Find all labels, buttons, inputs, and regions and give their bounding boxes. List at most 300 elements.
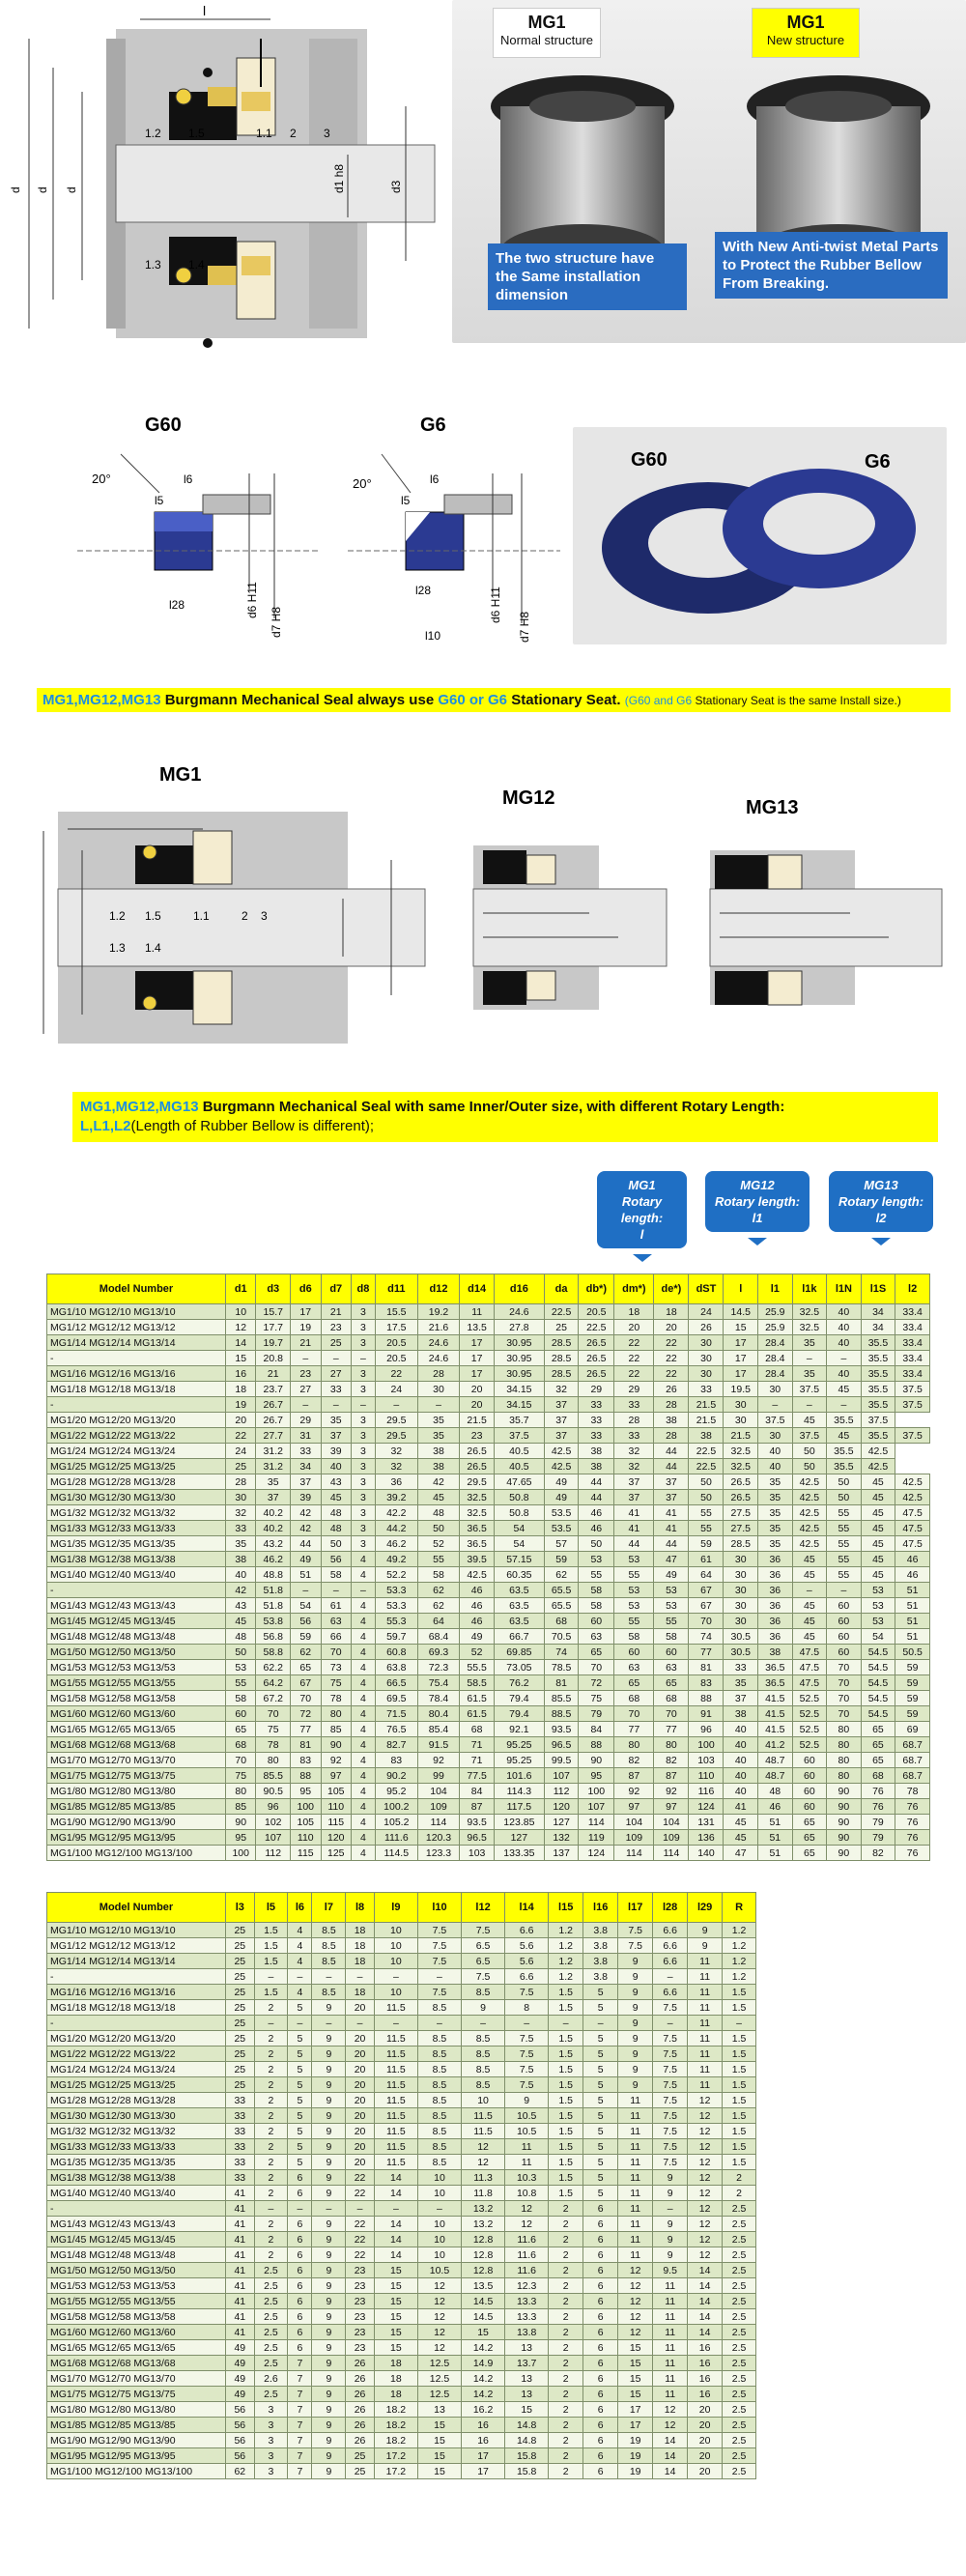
column-header: l1 bbox=[758, 1274, 793, 1304]
value-cell: 14 bbox=[374, 2217, 417, 2232]
value-cell: – bbox=[288, 2016, 312, 2031]
model-cell: MG1/45 MG12/45 MG13/45 bbox=[47, 1614, 226, 1629]
value-cell: 42 bbox=[291, 1505, 321, 1521]
value-cell: – bbox=[374, 1969, 417, 1985]
value-cell: – bbox=[827, 1583, 862, 1598]
model-cell: MG1/25 MG12/25 MG13/25 bbox=[47, 1459, 226, 1474]
value-cell: 2 bbox=[549, 2278, 583, 2294]
value-cell: 33 bbox=[226, 2093, 255, 2108]
value-cell: 9 bbox=[618, 2000, 653, 2016]
value-cell: 140 bbox=[689, 1846, 724, 1861]
value-cell: 18 bbox=[614, 1304, 654, 1320]
value-cell: 63 bbox=[579, 1629, 614, 1645]
value-cell: 26.7 bbox=[256, 1413, 291, 1428]
value-cell: 76 bbox=[895, 1846, 930, 1861]
table-row bbox=[47, 1923, 756, 1938]
value-cell: 133.35 bbox=[494, 1846, 544, 1861]
value-cell: 7 bbox=[288, 2433, 312, 2448]
value-cell: 21.5 bbox=[724, 1428, 758, 1444]
value-cell: 68.4 bbox=[417, 1629, 460, 1645]
value-cell: 44 bbox=[614, 1536, 654, 1552]
value-cell: 1.5 bbox=[723, 2108, 756, 2124]
value-cell: 32 bbox=[614, 1459, 654, 1474]
value-cell: 11.5 bbox=[462, 2108, 505, 2124]
value-cell: 14 bbox=[688, 2263, 723, 2278]
value-cell: 6.6 bbox=[653, 1954, 688, 1969]
value-cell: 9 bbox=[312, 2031, 346, 2046]
table-row bbox=[47, 2201, 756, 2217]
model-cell: MG1/20 MG12/20 MG13/20 bbox=[47, 2031, 226, 2046]
value-cell: – bbox=[827, 1351, 862, 1366]
bubble-model: MG13 bbox=[864, 1178, 898, 1192]
value-cell: 100 bbox=[291, 1799, 321, 1815]
value-cell: 42.5 bbox=[792, 1505, 827, 1521]
table-row bbox=[47, 2016, 756, 2031]
value-cell: 10 bbox=[417, 2186, 461, 2201]
value-cell: 16 bbox=[226, 1366, 256, 1382]
value-cell: 10 bbox=[374, 1954, 417, 1969]
value-cell: 52.5 bbox=[792, 1706, 827, 1722]
svg-text:d3: d3 bbox=[389, 180, 403, 193]
value-cell: 40 bbox=[724, 1784, 758, 1799]
value-cell: 35 bbox=[226, 1536, 256, 1552]
value-cell: 4 bbox=[352, 1768, 376, 1784]
value-cell: 11 bbox=[688, 2016, 723, 2031]
value-cell: 2 bbox=[254, 2217, 288, 2232]
model-cell: MG1/95 MG12/95 MG13/95 bbox=[47, 1830, 226, 1846]
value-cell: 20 bbox=[654, 1320, 689, 1335]
value-cell: 46 bbox=[460, 1598, 495, 1614]
value-cell: 90 bbox=[827, 1815, 862, 1830]
rotary-length-caption bbox=[72, 1092, 938, 1142]
value-cell: 39.2 bbox=[375, 1490, 417, 1505]
value-cell: 7 bbox=[288, 2464, 312, 2479]
value-cell: 114 bbox=[654, 1846, 689, 1861]
value-cell: 9 bbox=[312, 2278, 346, 2294]
svg-text:d7 H8: d7 H8 bbox=[518, 611, 531, 643]
value-cell: 19 bbox=[618, 2433, 653, 2448]
value-cell: 59 bbox=[689, 1536, 724, 1552]
value-cell: 29 bbox=[579, 1382, 614, 1397]
value-cell: 17 bbox=[291, 1304, 321, 1320]
column-header: de*) bbox=[654, 1274, 689, 1304]
value-cell: 18 bbox=[374, 2356, 417, 2371]
value-cell: 44 bbox=[291, 1536, 321, 1552]
value-cell: 46.2 bbox=[256, 1552, 291, 1567]
value-cell: 36.5 bbox=[460, 1536, 495, 1552]
value-cell: 60 bbox=[827, 1629, 862, 1645]
value-cell: 42.5 bbox=[895, 1474, 930, 1490]
value-cell: 29 bbox=[291, 1413, 321, 1428]
seat-drawings bbox=[0, 415, 570, 652]
value-cell: 93.5 bbox=[460, 1815, 495, 1830]
value-cell: 34 bbox=[861, 1304, 895, 1320]
value-cell: 61.5 bbox=[460, 1691, 495, 1706]
value-cell: 58 bbox=[417, 1567, 460, 1583]
value-cell: 90 bbox=[321, 1737, 351, 1753]
value-cell: 85.5 bbox=[544, 1691, 579, 1706]
value-cell: 63 bbox=[654, 1660, 689, 1675]
value-cell: 32.5 bbox=[792, 1320, 827, 1335]
value-cell: 2.5 bbox=[723, 2418, 756, 2433]
value-cell: 11 bbox=[688, 2000, 723, 2016]
table-row bbox=[47, 1397, 930, 1413]
value-cell: 51 bbox=[758, 1846, 793, 1861]
value-cell: 65 bbox=[226, 1722, 256, 1737]
value-cell: 3 bbox=[254, 2433, 288, 2448]
value-cell: 3 bbox=[352, 1335, 376, 1351]
value-cell: 7.5 bbox=[653, 2077, 688, 2093]
value-cell: 60 bbox=[614, 1645, 654, 1660]
value-cell: 6 bbox=[583, 2402, 618, 2418]
value-cell: 5 bbox=[583, 2124, 618, 2139]
value-cell: 25 bbox=[226, 1459, 256, 1474]
value-cell: 74 bbox=[689, 1629, 724, 1645]
value-cell: 35.5 bbox=[861, 1351, 895, 1366]
value-cell: 119 bbox=[579, 1830, 614, 1846]
value-cell: – bbox=[312, 2201, 346, 2217]
value-cell: 40 bbox=[226, 1567, 256, 1583]
value-cell: 9 bbox=[618, 2031, 653, 2046]
value-cell: 15 bbox=[374, 2309, 417, 2325]
seat-caption-note-hl: (G60 and G6 bbox=[624, 694, 693, 707]
model-cell: MG1/70 MG12/70 MG13/70 bbox=[47, 2371, 226, 2387]
value-cell: 14 bbox=[653, 2464, 688, 2479]
value-cell: 20 bbox=[688, 2464, 723, 2479]
seat-caption-note: Stationary Seat is the same Install size.) bbox=[692, 694, 901, 707]
table-row bbox=[47, 1938, 756, 1954]
value-cell: 47.5 bbox=[895, 1505, 930, 1521]
value-cell: 15 bbox=[417, 2464, 461, 2479]
value-cell: 35.5 bbox=[861, 1397, 895, 1413]
value-cell: 25 bbox=[346, 2448, 375, 2464]
value-cell: 19 bbox=[226, 1397, 256, 1413]
value-cell: 19 bbox=[618, 2464, 653, 2479]
value-cell: 64 bbox=[417, 1614, 460, 1629]
value-cell: 22 bbox=[614, 1351, 654, 1366]
value-cell: 73 bbox=[321, 1660, 351, 1675]
value-cell: – bbox=[653, 2201, 688, 2217]
value-cell: 7.5 bbox=[505, 2077, 549, 2093]
value-cell: 11.5 bbox=[374, 2077, 417, 2093]
value-cell: 9 bbox=[312, 2294, 346, 2309]
model-cell: MG1/14 MG12/14 MG13/14 bbox=[47, 1335, 226, 1351]
value-cell: 42.5 bbox=[895, 1490, 930, 1505]
value-cell: 18.2 bbox=[374, 2418, 417, 2433]
value-cell: 2 bbox=[254, 2247, 288, 2263]
value-cell: 45 bbox=[792, 1552, 827, 1567]
value-cell: 55 bbox=[579, 1567, 614, 1583]
value-cell: 76 bbox=[895, 1815, 930, 1830]
value-cell: 17 bbox=[724, 1351, 758, 1366]
value-cell: 46 bbox=[460, 1614, 495, 1629]
value-cell: 4 bbox=[352, 1784, 376, 1799]
value-cell: 23 bbox=[460, 1428, 495, 1444]
value-cell: 101.6 bbox=[494, 1768, 544, 1784]
value-cell: 15 bbox=[724, 1320, 758, 1335]
value-cell: 3 bbox=[254, 2448, 288, 2464]
value-cell: 1.5 bbox=[549, 2186, 583, 2201]
value-cell: 47.5 bbox=[792, 1645, 827, 1660]
value-cell: 1.2 bbox=[723, 1954, 756, 1969]
value-cell: 96.5 bbox=[460, 1830, 495, 1846]
value-cell: 2.5 bbox=[723, 2247, 756, 2263]
value-cell: 28.5 bbox=[724, 1536, 758, 1552]
value-cell: 22 bbox=[346, 2247, 375, 2263]
value-cell: 46 bbox=[579, 1505, 614, 1521]
value-cell: 7.5 bbox=[505, 1985, 549, 2000]
value-cell: 28.4 bbox=[758, 1351, 793, 1366]
value-cell: 103 bbox=[689, 1753, 724, 1768]
bubble-model: MG1 bbox=[628, 1178, 656, 1192]
value-cell: 48 bbox=[758, 1784, 793, 1799]
value-cell: 11 bbox=[618, 2247, 653, 2263]
value-cell: 4 bbox=[352, 1645, 376, 1660]
value-cell: 54.5 bbox=[861, 1675, 895, 1691]
value-cell: 115 bbox=[321, 1815, 351, 1830]
value-cell: 23 bbox=[321, 1320, 351, 1335]
value-cell: 72 bbox=[291, 1706, 321, 1722]
model-cell: MG1/40 MG12/40 MG13/40 bbox=[47, 1567, 226, 1583]
value-cell: 22 bbox=[346, 2186, 375, 2201]
table-row bbox=[47, 1706, 930, 1722]
value-cell: 11.5 bbox=[374, 2000, 417, 2016]
value-cell: 5 bbox=[288, 2000, 312, 2016]
value-cell: 19 bbox=[618, 2448, 653, 2464]
value-cell: 7.5 bbox=[505, 2062, 549, 2077]
model-cell: MG1/70 MG12/70 MG13/70 bbox=[47, 1753, 226, 1768]
value-cell: 50 bbox=[417, 1521, 460, 1536]
value-cell: 12 bbox=[688, 2170, 723, 2186]
value-cell: 25.9 bbox=[758, 1304, 793, 1320]
value-cell: 85 bbox=[226, 1799, 256, 1815]
value-cell: 29.5 bbox=[460, 1474, 495, 1490]
value-cell: 40 bbox=[321, 1459, 351, 1474]
photo-right-label bbox=[752, 8, 860, 58]
column-header: d12 bbox=[417, 1274, 460, 1304]
value-cell: 58.5 bbox=[460, 1675, 495, 1691]
value-cell: 62 bbox=[291, 1645, 321, 1660]
value-cell: 25 bbox=[226, 1985, 255, 2000]
value-cell: – bbox=[827, 1397, 862, 1413]
value-cell: 2.5 bbox=[723, 2232, 756, 2247]
value-cell: 63 bbox=[614, 1660, 654, 1675]
value-cell: 11 bbox=[688, 2062, 723, 2077]
value-cell: – bbox=[417, 1397, 460, 1413]
column-header: d3 bbox=[256, 1274, 291, 1304]
value-cell: 6 bbox=[288, 2186, 312, 2201]
value-cell: 41 bbox=[654, 1521, 689, 1536]
table-row bbox=[47, 2139, 756, 2155]
model-cell: MG1/53 MG12/53 MG13/53 bbox=[47, 1660, 226, 1675]
value-cell: 54 bbox=[494, 1521, 544, 1536]
value-cell: 11 bbox=[460, 1304, 495, 1320]
value-cell: 90 bbox=[827, 1846, 862, 1861]
value-cell: 68 bbox=[226, 1737, 256, 1753]
value-cell: 54 bbox=[291, 1598, 321, 1614]
value-cell: 5 bbox=[288, 2077, 312, 2093]
value-cell: 20 bbox=[346, 2046, 375, 2062]
value-cell: 90.2 bbox=[375, 1768, 417, 1784]
value-cell: 36 bbox=[758, 1552, 793, 1567]
value-cell: 12 bbox=[653, 2402, 688, 2418]
value-cell: – bbox=[254, 2201, 288, 2217]
value-cell: 41.2 bbox=[758, 1737, 793, 1753]
value-cell: 52 bbox=[460, 1645, 495, 1660]
value-cell: 2.5 bbox=[723, 2294, 756, 2309]
model-cell: MG1/85 MG12/85 MG13/85 bbox=[47, 1799, 226, 1815]
value-cell: 79.4 bbox=[494, 1706, 544, 1722]
value-cell: 37 bbox=[544, 1397, 579, 1413]
value-cell: 36.5 bbox=[758, 1675, 793, 1691]
value-cell: 58 bbox=[654, 1629, 689, 1645]
value-cell: 52.5 bbox=[792, 1722, 827, 1737]
value-cell: 33 bbox=[579, 1428, 614, 1444]
value-cell: 69.85 bbox=[494, 1645, 544, 1660]
value-cell: 53 bbox=[861, 1598, 895, 1614]
value-cell: 49 bbox=[654, 1567, 689, 1583]
value-cell: 6 bbox=[288, 2263, 312, 2278]
value-cell: 58 bbox=[579, 1598, 614, 1614]
value-cell: 2.5 bbox=[723, 2201, 756, 2217]
value-cell: 42.5 bbox=[792, 1521, 827, 1536]
value-cell: 55 bbox=[827, 1521, 862, 1536]
value-cell: 35 bbox=[417, 1413, 460, 1428]
value-cell: 30 bbox=[758, 1428, 793, 1444]
value-cell: 5 bbox=[583, 2031, 618, 2046]
column-header: l29 bbox=[688, 1893, 723, 1923]
value-cell: 53 bbox=[614, 1583, 654, 1598]
value-cell: 21.5 bbox=[689, 1397, 724, 1413]
value-cell: 52 bbox=[417, 1536, 460, 1552]
value-cell: 10.8 bbox=[505, 2186, 549, 2201]
value-cell: 15 bbox=[226, 1351, 256, 1366]
value-cell: 9 bbox=[312, 2402, 346, 2418]
value-cell: 33 bbox=[579, 1413, 614, 1428]
value-cell: 47.65 bbox=[494, 1474, 544, 1490]
value-cell: 76 bbox=[895, 1830, 930, 1846]
value-cell: 10 bbox=[374, 1938, 417, 1954]
value-cell: 1.5 bbox=[723, 2031, 756, 2046]
value-cell: 9 bbox=[312, 2418, 346, 2433]
value-cell: 28.4 bbox=[758, 1335, 793, 1351]
svg-text:d6 H11: d6 H11 bbox=[245, 582, 259, 618]
value-cell: 31.2 bbox=[256, 1459, 291, 1474]
value-cell: 9 bbox=[653, 2170, 688, 2186]
value-cell: 37.5 bbox=[861, 1413, 895, 1428]
value-cell: 99.5 bbox=[544, 1753, 579, 1768]
value-cell: 24 bbox=[689, 1304, 724, 1320]
value-cell: 12 bbox=[618, 2294, 653, 2309]
value-cell: 26.5 bbox=[579, 1335, 614, 1351]
value-cell: 111.6 bbox=[375, 1830, 417, 1846]
value-cell: 20 bbox=[346, 2062, 375, 2077]
seat-photo-g60: G60 bbox=[631, 449, 668, 471]
value-cell: 4 bbox=[352, 1598, 376, 1614]
value-cell: 12 bbox=[505, 2201, 549, 2217]
value-cell: 60.35 bbox=[494, 1567, 544, 1583]
value-cell: 87 bbox=[460, 1799, 495, 1815]
value-cell: 51.8 bbox=[256, 1583, 291, 1598]
value-cell: 25 bbox=[226, 2016, 255, 2031]
value-cell: 70 bbox=[827, 1675, 862, 1691]
value-cell: 9 bbox=[312, 2108, 346, 2124]
value-cell: 6.6 bbox=[653, 1985, 688, 2000]
value-cell: 12 bbox=[688, 2093, 723, 2108]
value-cell: 45 bbox=[792, 1413, 827, 1428]
value-cell: 7.5 bbox=[505, 2046, 549, 2062]
table-row bbox=[47, 1459, 930, 1474]
value-cell: 71 bbox=[460, 1737, 495, 1753]
value-cell: 51 bbox=[895, 1629, 930, 1645]
value-cell: 4 bbox=[288, 1954, 312, 1969]
value-cell: 15 bbox=[374, 2340, 417, 2356]
value-cell: 5 bbox=[288, 2062, 312, 2077]
value-cell: 9 bbox=[618, 2077, 653, 2093]
value-cell: 6.6 bbox=[505, 1969, 549, 1985]
value-cell: 110 bbox=[291, 1830, 321, 1846]
value-cell: 29.5 bbox=[375, 1413, 417, 1428]
value-cell: 25.9 bbox=[758, 1320, 793, 1335]
table-row bbox=[47, 2340, 756, 2356]
value-cell: – bbox=[312, 2016, 346, 2031]
value-cell: 70 bbox=[226, 1753, 256, 1768]
model-cell: MG1/12 MG12/12 MG13/12 bbox=[47, 1320, 226, 1335]
value-cell: 8.5 bbox=[462, 2077, 505, 2093]
value-cell: 92 bbox=[614, 1784, 654, 1799]
value-cell: 7.5 bbox=[462, 1969, 505, 1985]
column-header: l12 bbox=[462, 1893, 505, 1923]
value-cell: 12.5 bbox=[417, 2371, 461, 2387]
value-cell: 76.2 bbox=[494, 1675, 544, 1691]
value-cell: 88 bbox=[291, 1768, 321, 1784]
value-cell: 27.8 bbox=[494, 1320, 544, 1335]
value-cell: 70.5 bbox=[544, 1629, 579, 1645]
value-cell: 95 bbox=[291, 1784, 321, 1799]
value-cell: 14 bbox=[653, 2448, 688, 2464]
value-cell: 45 bbox=[827, 1428, 862, 1444]
value-cell: 32 bbox=[226, 1505, 256, 1521]
value-cell: 11 bbox=[653, 2325, 688, 2340]
value-cell: 74 bbox=[544, 1645, 579, 1660]
seat-caption bbox=[37, 688, 951, 712]
svg-text:1.2: 1.2 bbox=[109, 909, 126, 923]
value-cell: 3 bbox=[254, 2464, 288, 2479]
value-cell: 20 bbox=[346, 2031, 375, 2046]
value-cell: 37 bbox=[654, 1490, 689, 1505]
value-cell: 28 bbox=[417, 1366, 460, 1382]
value-cell: 24.6 bbox=[417, 1335, 460, 1351]
value-cell: 49.2 bbox=[375, 1552, 417, 1567]
model-cell: MG1/95 MG12/95 MG13/95 bbox=[47, 2448, 226, 2464]
value-cell: 54.5 bbox=[861, 1706, 895, 1722]
value-cell: 95 bbox=[226, 1830, 256, 1846]
value-cell: 2 bbox=[254, 2046, 288, 2062]
svg-text:d: d bbox=[9, 186, 22, 193]
value-cell: 5.6 bbox=[505, 1938, 549, 1954]
value-cell: 9 bbox=[312, 2263, 346, 2278]
rotary-caption-models: MG1,MG12,MG13 bbox=[80, 1099, 199, 1115]
value-cell: 25 bbox=[226, 2000, 255, 2016]
value-cell: 11.8 bbox=[462, 2186, 505, 2201]
value-cell: 11 bbox=[688, 2031, 723, 2046]
value-cell: – bbox=[321, 1351, 351, 1366]
value-cell: 5 bbox=[583, 2000, 618, 2016]
value-cell: 14.9 bbox=[462, 2356, 505, 2371]
value-cell: 84 bbox=[579, 1722, 614, 1737]
value-cell: 67.2 bbox=[256, 1691, 291, 1706]
seat-photo bbox=[573, 427, 947, 644]
